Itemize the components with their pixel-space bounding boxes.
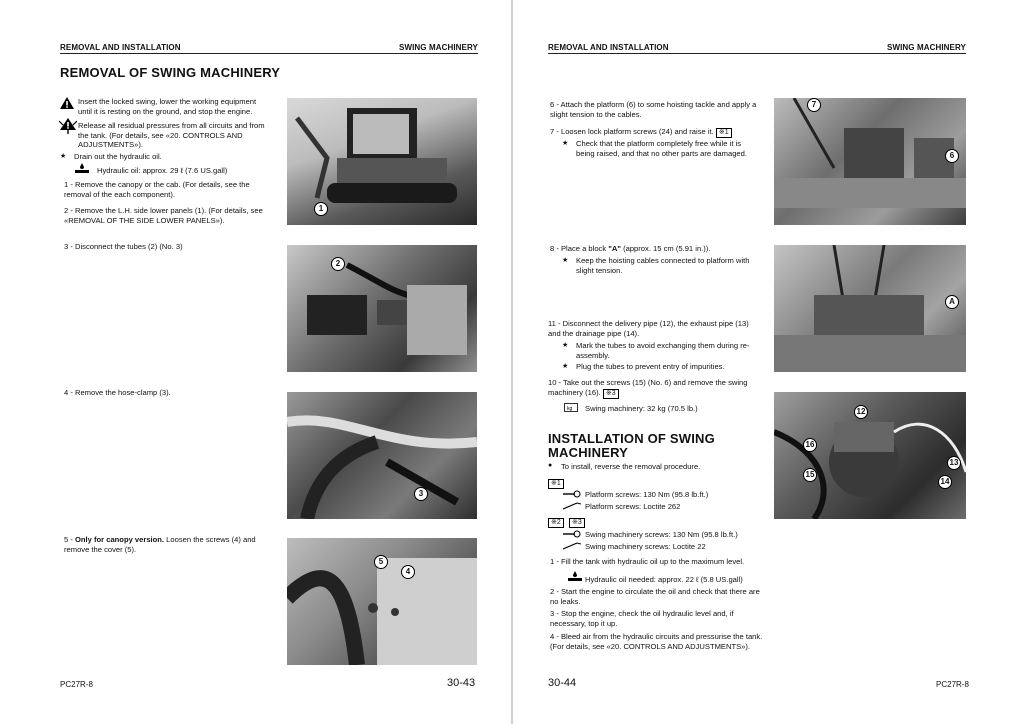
section-header: REMOVAL AND INSTALLATION [60, 43, 181, 52]
svg-text:kg: kg [567, 406, 573, 412]
install-step-2: 2 - Start the engine to circulate the oil and check that there are no leaks. [550, 587, 760, 606]
install-step-1: 1 - Fill the tank with hydraulic oil up to the maximum level. [550, 557, 745, 566]
loctite-icon [563, 502, 581, 510]
step-7-note: Check that the platform completely free while it is being raised, and that no other parts are damaged. [576, 139, 747, 158]
bullet-dot: ● [548, 462, 553, 469]
install-step-3: 3 - Stop the engine, check the oil hydraulic level and, if necessary, top it up. [550, 609, 734, 628]
page-number: 30-44 [548, 677, 577, 689]
star-bullet: ★ [562, 140, 569, 147]
ref-box: ※1 [716, 128, 732, 138]
callout-15: 15 [803, 468, 817, 482]
oil-needed: Hydraulic oil needed: approx. 22 ℓ (5.8 US.gall) [585, 575, 743, 584]
callout-14: 14 [938, 475, 952, 489]
step-10 [548, 378, 758, 399]
footer-model: PC27R-8 [936, 680, 969, 689]
loctite-2: Swing machinery screws: Loctite 22 [585, 542, 706, 551]
star-bullet: ★ [562, 257, 569, 264]
warning-release-pressure: Release all residual pressures from all circuits and from the tank. (For details, see «20. CONTROLS AND ADJUSTMENTS»). [78, 121, 265, 150]
step-7 [550, 127, 758, 138]
header-rule [60, 53, 478, 54]
warning-triangle-icon [60, 97, 74, 109]
star-bullet: ★ [562, 363, 569, 370]
install-title: INSTALLATION OF SWING MACHINERY [548, 431, 715, 460]
torque-2: Swing machinery screws: 130 Nm (95.8 lb.ft.) [585, 530, 738, 539]
page-title: REMOVAL OF SWING MACHINERY [60, 65, 281, 80]
callout-a: A [945, 295, 959, 309]
step-3: 3 - Disconnect the tubes (2) (No. 3) [64, 242, 183, 251]
callout-4: 4 [401, 565, 415, 579]
photo-platform [774, 98, 966, 225]
callout-1: 1 [314, 202, 328, 216]
step-7-text: 7 - Loosen lock platform screws (24) and raise it. [550, 127, 714, 136]
ref-box: ※2 [548, 518, 564, 528]
oil-quantity: Hydraulic oil: approx. 29 ℓ (7.6 US.gall) [97, 166, 228, 175]
photo-cover [287, 538, 477, 665]
callout-16: 16 [803, 438, 817, 452]
step-1: 1 - Remove the canopy or the cab. (For details, see the removal of the each component). [64, 180, 250, 199]
step-8 [550, 244, 758, 254]
step-5-text: Loosen the screws (4) and remove the cover (5). [64, 535, 256, 554]
loctite-icon [563, 542, 581, 550]
step-11-note-2: Plug the tubes to prevent entry of impurities. [576, 362, 725, 371]
header-rule [548, 53, 966, 54]
callout-12: 12 [854, 405, 868, 419]
torque-wrench-icon [563, 530, 581, 538]
callout-2: 2 [331, 257, 345, 271]
ref-box: ※1 [548, 479, 564, 489]
step-2: 2 - Remove the L.H. side lower panels (1). (For details, see «REMOVAL OF THE SIDE LOWER PANELS»). [64, 206, 263, 225]
right-page [513, 0, 1024, 724]
pressure-warning-icon [59, 118, 77, 134]
photo-swing-machinery [774, 392, 966, 519]
loctite-1: Platform screws: Loctite 262 [585, 502, 681, 511]
step-5-bold: Only for canopy version. [75, 535, 165, 544]
step-5-prefix: 5 - [64, 535, 73, 544]
photo-hose-clamp [287, 392, 477, 519]
callout-3: 3 [414, 487, 428, 501]
section-header: REMOVAL AND INSTALLATION [548, 43, 669, 52]
step-10-text: 10 - Take out the screws (15) (No. 6) and remove the swing machinery (16). [548, 378, 748, 397]
page-number: 30-43 [447, 677, 476, 689]
step-8-bold: "A" [608, 244, 621, 253]
footer-model: PC27R-8 [60, 680, 93, 689]
ref-box: ※3 [603, 389, 619, 399]
callout-13: 13 [947, 456, 961, 470]
torque-1: Platform screws: 130 Nm (95.8 lb.ft.) [585, 490, 709, 499]
photo-block [774, 245, 966, 372]
photo-tubes [287, 245, 477, 372]
topic-header: SWING MACHINERY [399, 43, 478, 52]
callout-6: 6 [945, 149, 959, 163]
callout-5: 5 [374, 555, 388, 569]
install-intro: To install, reverse the removal procedure. [561, 462, 701, 471]
ref-box: ※3 [569, 518, 585, 528]
oil-drain-icon [75, 163, 89, 173]
step-5 [64, 535, 272, 554]
step-8-prefix: 8 - Place a block [550, 244, 607, 253]
step-8-note: Keep the hoisting cables connected to platform with slight tension. [576, 256, 750, 275]
photo-excavator [287, 98, 477, 225]
torque-wrench-icon [563, 490, 581, 498]
oil-fill-icon [568, 571, 582, 581]
left-page [0, 0, 511, 724]
step-6: 6 - Attach the platform (6) to some hoisting tackle and apply a slight tension to the cables. [550, 100, 757, 119]
star-bullet: ★ [562, 342, 569, 349]
step-11-note-1: Mark the tubes to avoid exchanging them during re-assembly. [576, 341, 750, 360]
drain-oil-note: Drain out the hydraulic oil. [74, 152, 162, 161]
callout-7: 7 [807, 98, 821, 112]
star-bullet: ★ [60, 153, 67, 160]
step-11: 11 - Disconnect the delivery pipe (12), the exhaust pipe (13) and the drainage pipe (14). [548, 319, 749, 338]
install-step-4: 4 - Bleed air from the hydraulic circuits and pressurise the tank. (For details, see «20. CONTROLS AND ADJUSTMENTS»). [550, 632, 763, 651]
step-4: 4 - Remove the hose-clamp (3). [64, 388, 171, 397]
topic-header: SWING MACHINERY [887, 43, 966, 52]
warning-stop-engine: Insert the locked swing, lower the working equipment until it is resting on the ground, and stop the engine. [78, 97, 257, 116]
step-8-text: (approx. 15 cm (5.91 in.)). [623, 244, 711, 253]
weight-icon [564, 403, 578, 412]
weight-value: Swing machinery: 32 kg (70.5 lb.) [585, 404, 698, 413]
